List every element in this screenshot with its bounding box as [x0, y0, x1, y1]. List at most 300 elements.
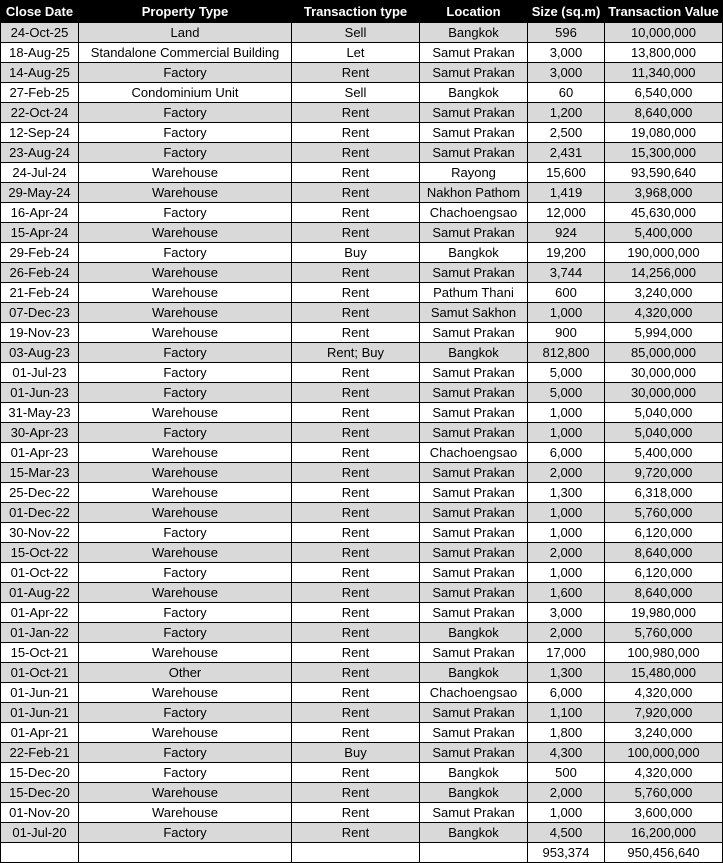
close-date-cell[interactable]: 01-Apr-23 — [1, 443, 79, 463]
transaction-value-cell[interactable]: 30,000,000 — [605, 363, 723, 383]
location-cell[interactable]: Bangkok — [420, 243, 528, 263]
close-date-cell[interactable]: 26-Feb-24 — [1, 263, 79, 283]
transaction-value-cell[interactable]: 6,540,000 — [605, 83, 723, 103]
transaction-value-cell[interactable]: 85,000,000 — [605, 343, 723, 363]
table-row — [1, 563, 723, 583]
property-type-cell[interactable]: Warehouse — [79, 483, 292, 503]
location-cell[interactable]: Samut Prakan — [420, 403, 528, 423]
transaction-type-cell[interactable]: Rent — [292, 183, 420, 203]
transaction-type-cell[interactable]: Rent — [292, 763, 420, 783]
size-cell[interactable]: 5,000 — [528, 383, 605, 403]
close-date-cell[interactable]: 01-Jun-21 — [1, 683, 79, 703]
close-date-cell[interactable]: 01-Oct-22 — [1, 563, 79, 583]
location-cell[interactable]: Samut Prakan — [420, 383, 528, 403]
table-row — [1, 763, 723, 783]
size-cell[interactable]: 1,419 — [528, 183, 605, 203]
size-cell[interactable]: 1,100 — [528, 703, 605, 723]
size-cell[interactable]: 3,000 — [528, 43, 605, 63]
close-date-cell[interactable]: 01-Apr-22 — [1, 603, 79, 623]
property-type-cell[interactable]: Warehouse — [79, 283, 292, 303]
transaction-type-cell[interactable]: Sell — [292, 83, 420, 103]
transaction-type-cell[interactable]: Rent — [292, 703, 420, 723]
totals-blank-cell[interactable] — [79, 843, 292, 863]
transaction-type-cell[interactable]: Rent — [292, 383, 420, 403]
close-date-cell[interactable]: 01-Oct-21 — [1, 663, 79, 683]
transaction-value-cell[interactable]: 5,400,000 — [605, 223, 723, 243]
transaction-type-cell[interactable]: Rent — [292, 623, 420, 643]
table-row — [1, 83, 723, 103]
property-type-cell[interactable]: Factory — [79, 743, 292, 763]
table-row — [1, 163, 723, 183]
close-date-cell[interactable]: 30-Nov-22 — [1, 523, 79, 543]
transaction-value-cell[interactable]: 4,320,000 — [605, 763, 723, 783]
size-cell[interactable]: 2,431 — [528, 143, 605, 163]
size-cell[interactable]: 1,000 — [528, 423, 605, 443]
transaction-type-cell[interactable]: Rent — [292, 403, 420, 423]
size-cell[interactable]: 900 — [528, 323, 605, 343]
close-date-cell[interactable]: 15-Oct-21 — [1, 643, 79, 663]
location-cell[interactable]: Samut Prakan — [420, 123, 528, 143]
transaction-value-cell[interactable]: 19,980,000 — [605, 603, 723, 623]
transaction-value-cell[interactable]: 100,980,000 — [605, 643, 723, 663]
close-date-cell[interactable]: 30-Apr-23 — [1, 423, 79, 443]
transaction-value-cell[interactable]: 3,968,000 — [605, 183, 723, 203]
close-date-cell[interactable]: 21-Feb-24 — [1, 283, 79, 303]
location-cell[interactable]: Bangkok — [420, 663, 528, 683]
close-date-cell[interactable]: 25-Dec-22 — [1, 483, 79, 503]
transaction-type-cell[interactable]: Rent — [292, 803, 420, 823]
table-row — [1, 663, 723, 683]
column-header-location[interactable]: Location — [420, 1, 528, 23]
table-row — [1, 783, 723, 803]
transaction-value-cell[interactable]: 190,000,000 — [605, 243, 723, 263]
location-cell[interactable]: Nakhon Pathom — [420, 183, 528, 203]
table-row — [1, 603, 723, 623]
close-date-cell[interactable]: 12-Sep-24 — [1, 123, 79, 143]
size-cell[interactable]: 1,000 — [528, 303, 605, 323]
table-row — [1, 263, 723, 283]
close-date-cell[interactable]: 22-Feb-21 — [1, 743, 79, 763]
transaction-type-cell[interactable]: Rent — [292, 823, 420, 843]
transaction-type-cell[interactable]: Rent — [292, 543, 420, 563]
table-body — [1, 23, 723, 843]
table-row — [1, 703, 723, 723]
table-row — [1, 403, 723, 423]
transaction-type-cell[interactable]: Rent — [292, 463, 420, 483]
property-type-cell[interactable]: Factory — [79, 703, 292, 723]
close-date-cell[interactable]: 01-Aug-22 — [1, 583, 79, 603]
totals-blank-cell[interactable] — [1, 843, 79, 863]
transaction-type-cell[interactable]: Let — [292, 43, 420, 63]
location-cell[interactable]: Samut Prakan — [420, 463, 528, 483]
table-row — [1, 743, 723, 763]
table-row — [1, 243, 723, 263]
property-type-cell[interactable]: Factory — [79, 623, 292, 643]
table-row — [1, 443, 723, 463]
close-date-cell[interactable]: 01-Jun-21 — [1, 703, 79, 723]
transaction-type-cell[interactable]: Rent — [292, 663, 420, 683]
property-type-cell[interactable]: Warehouse — [79, 723, 292, 743]
close-date-cell[interactable]: 15-Apr-24 — [1, 223, 79, 243]
size-cell[interactable]: 1,600 — [528, 583, 605, 603]
size-cell[interactable]: 60 — [528, 83, 605, 103]
transaction-value-cell[interactable]: 15,300,000 — [605, 143, 723, 163]
column-header-transaction-type[interactable]: Transaction type — [292, 1, 420, 23]
location-cell[interactable]: Bangkok — [420, 783, 528, 803]
size-cell[interactable]: 12,000 — [528, 203, 605, 223]
table-row — [1, 43, 723, 63]
transaction-value-cell[interactable]: 5,760,000 — [605, 623, 723, 643]
transaction-value-cell[interactable]: 7,920,000 — [605, 703, 723, 723]
column-header-property-type[interactable]: Property Type — [79, 1, 292, 23]
table-row — [1, 583, 723, 603]
table-row — [1, 503, 723, 523]
transaction-type-cell[interactable]: Rent — [292, 363, 420, 383]
transaction-type-cell[interactable]: Rent — [292, 783, 420, 803]
property-type-cell[interactable]: Warehouse — [79, 163, 292, 183]
column-header-close-date[interactable]: Close Date — [1, 1, 79, 23]
close-date-cell[interactable]: 01-Jun-23 — [1, 383, 79, 403]
table-row — [1, 823, 723, 843]
property-type-cell[interactable]: Warehouse — [79, 583, 292, 603]
property-type-cell[interactable]: Land — [79, 23, 292, 43]
property-type-cell[interactable]: Warehouse — [79, 683, 292, 703]
table-row — [1, 343, 723, 363]
table-row — [1, 723, 723, 743]
size-cell[interactable]: 2,000 — [528, 463, 605, 483]
property-type-cell[interactable]: Factory — [79, 243, 292, 263]
property-type-cell[interactable]: Warehouse — [79, 803, 292, 823]
close-date-cell[interactable]: 15-Dec-20 — [1, 763, 79, 783]
size-cell[interactable]: 2,000 — [528, 623, 605, 643]
property-type-cell[interactable]: Factory — [79, 63, 292, 83]
transaction-value-cell[interactable]: 5,994,000 — [605, 323, 723, 343]
close-date-cell[interactable]: 01-Dec-22 — [1, 503, 79, 523]
location-cell[interactable]: Samut Prakan — [420, 703, 528, 723]
location-cell[interactable]: Samut Prakan — [420, 743, 528, 763]
size-cell[interactable]: 596 — [528, 23, 605, 43]
size-cell[interactable]: 6,000 — [528, 683, 605, 703]
size-cell[interactable]: 812,800 — [528, 343, 605, 363]
size-cell[interactable]: 6,000 — [528, 443, 605, 463]
column-header-size[interactable]: Size (sq.m) — [528, 1, 605, 23]
property-type-cell[interactable]: Other — [79, 663, 292, 683]
transaction-value-cell[interactable]: 8,640,000 — [605, 543, 723, 563]
close-date-cell[interactable]: 01-Jul-20 — [1, 823, 79, 843]
transaction-value-cell[interactable]: 13,800,000 — [605, 43, 723, 63]
property-type-cell[interactable]: Factory — [79, 603, 292, 623]
close-date-cell[interactable]: 22-Oct-24 — [1, 103, 79, 123]
property-type-cell[interactable]: Warehouse — [79, 543, 292, 563]
table-row — [1, 463, 723, 483]
close-date-cell[interactable]: 07-Dec-23 — [1, 303, 79, 323]
location-cell[interactable]: Samut Prakan — [420, 603, 528, 623]
transaction-value-cell[interactable]: 6,120,000 — [605, 523, 723, 543]
location-cell[interactable]: Samut Prakan — [420, 423, 528, 443]
property-type-cell[interactable]: Factory — [79, 123, 292, 143]
location-cell[interactable]: Samut Prakan — [420, 363, 528, 383]
transaction-value-cell[interactable]: 16,200,000 — [605, 823, 723, 843]
table-row — [1, 803, 723, 823]
close-date-cell[interactable]: 29-Feb-24 — [1, 243, 79, 263]
transaction-value-cell[interactable]: 8,640,000 — [605, 583, 723, 603]
table-row — [1, 383, 723, 403]
transaction-value-cell[interactable]: 45,630,000 — [605, 203, 723, 223]
transaction-value-cell[interactable]: 11,340,000 — [605, 63, 723, 83]
property-type-cell[interactable]: Warehouse — [79, 643, 292, 663]
size-cell[interactable]: 1,300 — [528, 483, 605, 503]
transaction-type-cell[interactable]: Rent — [292, 723, 420, 743]
property-type-cell[interactable]: Warehouse — [79, 443, 292, 463]
property-type-cell[interactable]: Warehouse — [79, 323, 292, 343]
location-cell[interactable]: Samut Prakan — [420, 43, 528, 63]
size-cell[interactable]: 1,000 — [528, 563, 605, 583]
table-row — [1, 643, 723, 663]
close-date-cell[interactable]: 15-Oct-22 — [1, 543, 79, 563]
transaction-type-cell[interactable]: Rent — [292, 223, 420, 243]
close-date-cell[interactable]: 01-Nov-20 — [1, 803, 79, 823]
size-cell[interactable]: 19,200 — [528, 243, 605, 263]
size-cell[interactable]: 1,000 — [528, 503, 605, 523]
transaction-type-cell[interactable]: Rent — [292, 483, 420, 503]
header-row — [1, 1, 723, 23]
location-cell[interactable]: Samut Prakan — [420, 63, 528, 83]
property-type-cell[interactable]: Factory — [79, 823, 292, 843]
property-type-cell[interactable]: Factory — [79, 763, 292, 783]
table-row — [1, 143, 723, 163]
transaction-type-cell[interactable]: Rent — [292, 523, 420, 543]
property-type-cell[interactable]: Warehouse — [79, 183, 292, 203]
totals-blank-cell[interactable] — [292, 843, 420, 863]
size-cell[interactable]: 4,500 — [528, 823, 605, 843]
size-cell[interactable]: 17,000 — [528, 643, 605, 663]
transaction-type-cell[interactable]: Rent — [292, 443, 420, 463]
size-cell[interactable]: 1,000 — [528, 523, 605, 543]
location-cell[interactable]: Samut Prakan — [420, 803, 528, 823]
location-cell[interactable]: Samut Prakan — [420, 523, 528, 543]
location-cell[interactable]: Samut Prakan — [420, 723, 528, 743]
table-row — [1, 683, 723, 703]
size-cell[interactable]: 1,000 — [528, 803, 605, 823]
transaction-type-cell[interactable]: Rent — [292, 583, 420, 603]
location-cell[interactable]: Samut Prakan — [420, 563, 528, 583]
location-cell[interactable]: Chachoengsao — [420, 683, 528, 703]
close-date-cell[interactable]: 18-Aug-25 — [1, 43, 79, 63]
size-cell[interactable]: 1,200 — [528, 103, 605, 123]
transaction-value-cell[interactable]: 5,760,000 — [605, 783, 723, 803]
transaction-type-cell[interactable]: Rent — [292, 423, 420, 443]
location-cell[interactable]: Samut Prakan — [420, 483, 528, 503]
transaction-type-cell[interactable]: Buy — [292, 743, 420, 763]
transaction-type-cell[interactable]: Rent — [292, 163, 420, 183]
transaction-type-cell[interactable]: Sell — [292, 23, 420, 43]
table-row — [1, 363, 723, 383]
transaction-value-cell[interactable]: 93,590,640 — [605, 163, 723, 183]
size-cell[interactable]: 1,300 — [528, 663, 605, 683]
property-type-cell[interactable]: Factory — [79, 563, 292, 583]
transaction-value-cell[interactable]: 4,320,000 — [605, 303, 723, 323]
property-type-cell[interactable]: Factory — [79, 383, 292, 403]
transaction-type-cell[interactable]: Rent — [292, 263, 420, 283]
transaction-value-cell[interactable]: 3,600,000 — [605, 803, 723, 823]
total-size-cell[interactable]: 953,374 — [528, 843, 605, 863]
transaction-type-cell[interactable]: Rent — [292, 643, 420, 663]
close-date-cell[interactable]: 24-Jul-24 — [1, 163, 79, 183]
transaction-type-cell[interactable]: Rent — [292, 303, 420, 323]
property-type-cell[interactable]: Warehouse — [79, 403, 292, 423]
location-cell[interactable]: Bangkok — [420, 763, 528, 783]
transaction-value-cell[interactable]: 6,120,000 — [605, 563, 723, 583]
transaction-type-cell[interactable]: Buy — [292, 243, 420, 263]
table-row — [1, 63, 723, 83]
transaction-type-cell[interactable]: Rent — [292, 683, 420, 703]
transaction-value-cell[interactable]: 5,040,000 — [605, 423, 723, 443]
table-row — [1, 543, 723, 563]
transaction-value-cell[interactable]: 6,318,000 — [605, 483, 723, 503]
close-date-cell[interactable]: 03-Aug-23 — [1, 343, 79, 363]
property-type-cell[interactable]: Warehouse — [79, 223, 292, 243]
size-cell[interactable]: 2,500 — [528, 123, 605, 143]
location-cell[interactable]: Chachoengsao — [420, 443, 528, 463]
location-cell[interactable]: Bangkok — [420, 23, 528, 43]
transaction-type-cell[interactable]: Rent — [292, 503, 420, 523]
transaction-type-cell[interactable]: Rent — [292, 103, 420, 123]
location-cell[interactable]: Bangkok — [420, 623, 528, 643]
property-type-cell[interactable]: Factory — [79, 343, 292, 363]
transaction-value-cell[interactable]: 14,256,000 — [605, 263, 723, 283]
property-type-cell[interactable]: Factory — [79, 523, 292, 543]
table-row — [1, 223, 723, 243]
location-cell[interactable]: Rayong — [420, 163, 528, 183]
close-date-cell[interactable]: 15-Mar-23 — [1, 463, 79, 483]
size-cell[interactable]: 5,000 — [528, 363, 605, 383]
table-row — [1, 103, 723, 123]
size-cell[interactable]: 4,300 — [528, 743, 605, 763]
transaction-type-cell[interactable]: Rent — [292, 283, 420, 303]
location-cell[interactable]: Bangkok — [420, 83, 528, 103]
property-type-cell[interactable]: Factory — [79, 423, 292, 443]
size-cell[interactable]: 2,000 — [528, 543, 605, 563]
location-cell[interactable]: Samut Prakan — [420, 583, 528, 603]
property-type-cell[interactable]: Warehouse — [79, 263, 292, 283]
table-row — [1, 323, 723, 343]
location-cell[interactable]: Bangkok — [420, 343, 528, 363]
transaction-value-cell[interactable]: 30,000,000 — [605, 383, 723, 403]
location-cell[interactable]: Samut Prakan — [420, 503, 528, 523]
property-type-cell[interactable]: Factory — [79, 143, 292, 163]
table-header — [1, 1, 723, 23]
property-type-cell[interactable]: Factory — [79, 203, 292, 223]
transaction-type-cell[interactable]: Rent — [292, 143, 420, 163]
location-cell[interactable]: Samut Sakhon — [420, 303, 528, 323]
close-date-cell[interactable]: 31-May-23 — [1, 403, 79, 423]
size-cell[interactable]: 600 — [528, 283, 605, 303]
table-row — [1, 203, 723, 223]
location-cell[interactable]: Samut Prakan — [420, 543, 528, 563]
table-row — [1, 523, 723, 543]
property-type-cell[interactable]: Standalone Commercial Building — [79, 43, 292, 63]
close-date-cell[interactable]: 24-Oct-25 — [1, 23, 79, 43]
location-cell[interactable]: Chachoengsao — [420, 203, 528, 223]
table-row — [1, 623, 723, 643]
table-footer — [1, 843, 723, 863]
transaction-value-cell[interactable]: 15,480,000 — [605, 663, 723, 683]
property-type-cell[interactable]: Warehouse — [79, 503, 292, 523]
location-cell[interactable]: Bangkok — [420, 823, 528, 843]
size-cell[interactable]: 1,800 — [528, 723, 605, 743]
transaction-type-cell[interactable]: Rent — [292, 603, 420, 623]
property-type-cell[interactable]: Warehouse — [79, 783, 292, 803]
table-row — [1, 483, 723, 503]
location-cell[interactable]: Samut Prakan — [420, 643, 528, 663]
size-cell[interactable]: 3,000 — [528, 603, 605, 623]
transaction-type-cell[interactable]: Rent — [292, 203, 420, 223]
size-cell[interactable]: 15,600 — [528, 163, 605, 183]
location-cell[interactable]: Samut Prakan — [420, 323, 528, 343]
property-type-cell[interactable]: Warehouse — [79, 303, 292, 323]
total-value-cell[interactable]: 950,456,640 — [605, 843, 723, 863]
table-row — [1, 123, 723, 143]
property-type-cell[interactable]: Warehouse — [79, 463, 292, 483]
transaction-value-cell[interactable]: 3,240,000 — [605, 283, 723, 303]
transaction-type-cell[interactable]: Rent — [292, 563, 420, 583]
transaction-type-cell[interactable]: Rent — [292, 323, 420, 343]
location-cell[interactable]: Samut Prakan — [420, 143, 528, 163]
transaction-type-cell[interactable]: Rent — [292, 123, 420, 143]
transaction-type-cell[interactable]: Rent — [292, 63, 420, 83]
transaction-value-cell[interactable]: 5,760,000 — [605, 503, 723, 523]
close-date-cell[interactable]: 27-Feb-25 — [1, 83, 79, 103]
location-cell[interactable]: Samut Prakan — [420, 263, 528, 283]
location-cell[interactable]: Samut Prakan — [420, 103, 528, 123]
transaction-type-cell[interactable]: Rent; Buy — [292, 343, 420, 363]
totals-blank-cell[interactable] — [420, 843, 528, 863]
column-header-transaction-value[interactable]: Transaction Value — [605, 1, 723, 23]
property-type-cell[interactable]: Condominium Unit — [79, 83, 292, 103]
size-cell[interactable]: 1,000 — [528, 403, 605, 423]
close-date-cell[interactable]: 16-Apr-24 — [1, 203, 79, 223]
close-date-cell[interactable]: 19-Nov-23 — [1, 323, 79, 343]
size-cell[interactable]: 500 — [528, 763, 605, 783]
close-date-cell[interactable]: 01-Jul-23 — [1, 363, 79, 383]
size-cell[interactable]: 3,744 — [528, 263, 605, 283]
close-date-cell[interactable]: 14-Aug-25 — [1, 63, 79, 83]
close-date-cell[interactable]: 23-Aug-24 — [1, 143, 79, 163]
transaction-value-cell[interactable]: 19,080,000 — [605, 123, 723, 143]
location-cell[interactable]: Samut Prakan — [420, 223, 528, 243]
property-type-cell[interactable]: Factory — [79, 103, 292, 123]
transaction-value-cell[interactable]: 8,640,000 — [605, 103, 723, 123]
transaction-value-cell[interactable]: 4,320,000 — [605, 683, 723, 703]
transaction-value-cell[interactable]: 5,040,000 — [605, 403, 723, 423]
property-type-cell[interactable]: Factory — [79, 363, 292, 383]
close-date-cell[interactable]: 15-Dec-20 — [1, 783, 79, 803]
close-date-cell[interactable]: 01-Jan-22 — [1, 623, 79, 643]
close-date-cell[interactable]: 01-Apr-21 — [1, 723, 79, 743]
size-cell[interactable]: 924 — [528, 223, 605, 243]
size-cell[interactable]: 3,000 — [528, 63, 605, 83]
location-cell[interactable]: Pathum Thani — [420, 283, 528, 303]
transaction-value-cell[interactable]: 3,240,000 — [605, 723, 723, 743]
table-row — [1, 423, 723, 443]
transaction-value-cell[interactable]: 9,720,000 — [605, 463, 723, 483]
size-cell[interactable]: 2,000 — [528, 783, 605, 803]
transaction-value-cell[interactable]: 100,000,000 — [605, 743, 723, 763]
transaction-value-cell[interactable]: 5,400,000 — [605, 443, 723, 463]
close-date-cell[interactable]: 29-May-24 — [1, 183, 79, 203]
table-row — [1, 283, 723, 303]
transaction-value-cell[interactable]: 10,000,000 — [605, 23, 723, 43]
